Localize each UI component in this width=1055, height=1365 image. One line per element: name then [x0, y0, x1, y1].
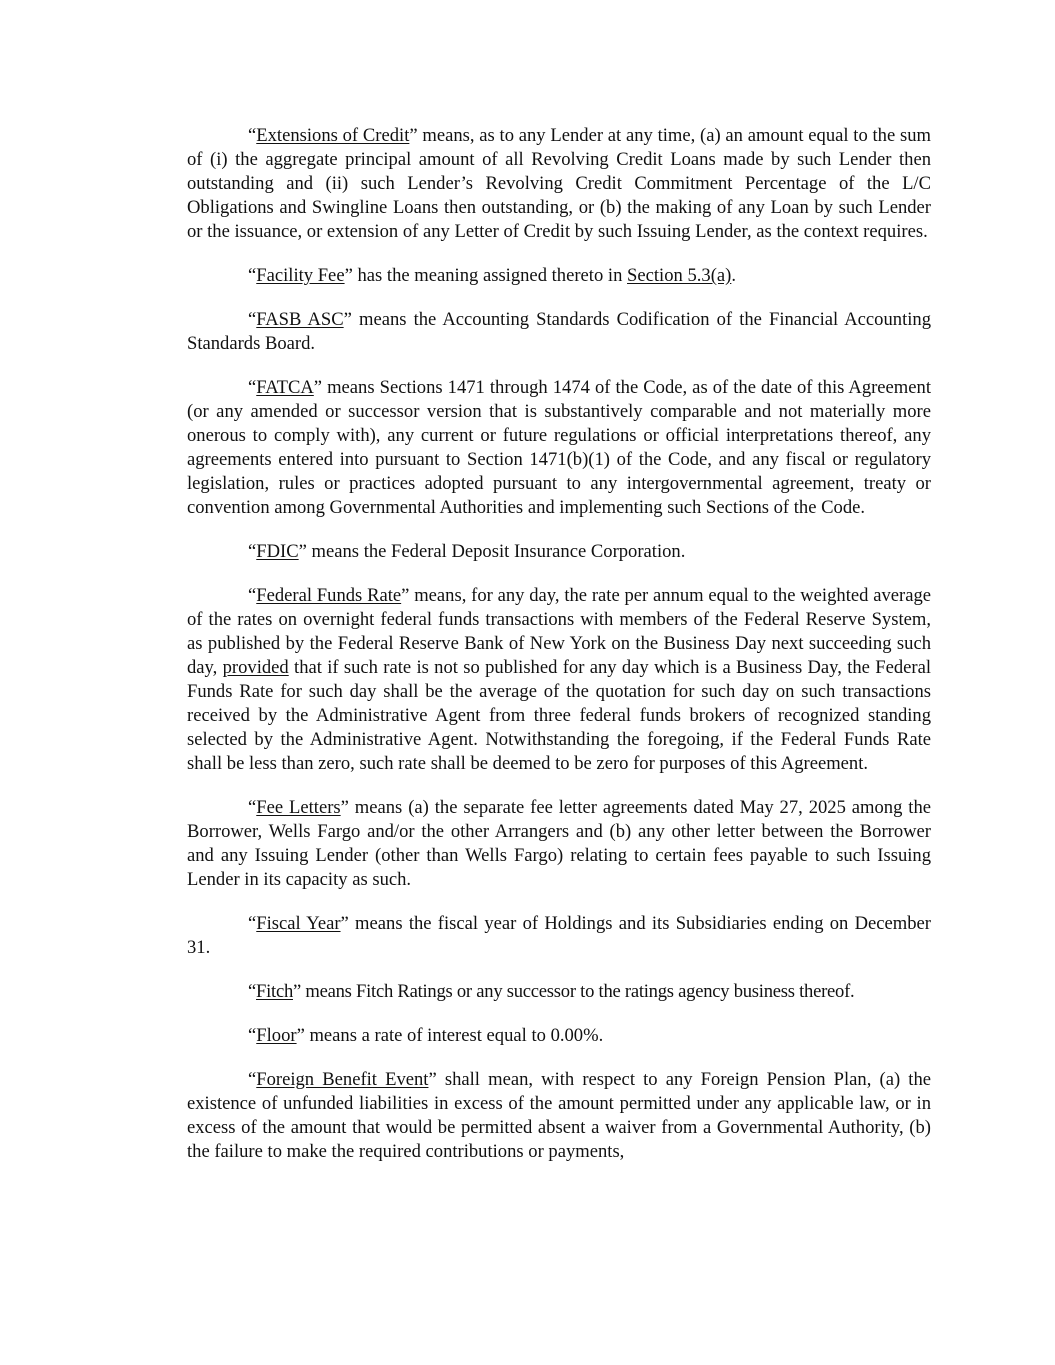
definition-text: ” means Sections 1471 through 1474 of the Code, as of the date of this Agreement (or any amended or successor version that is substantively comparable and not materially more onerous to comply with), any current or future regulations or official interpretations thereof, any agreements entered into pursuant to Section 1471(b)(1) of the Code, and any fiscal or regulatory legislation, rules or practices adopted pursuant to any intergovernmental agreement, treaty or convention among Governmental Authorities and implementing such Sections of the Code.: [187, 377, 931, 518]
defined-term: Fiscal Year: [256, 913, 341, 934]
definition-text: ” means the fiscal year of Holdings and its Subsidiaries ending on December 31.: [187, 913, 932, 958]
definition-fasb-asc: [187, 308, 931, 356]
document-page: [187, 124, 931, 1164]
open-quote: “: [248, 981, 257, 1002]
defined-term: Facility Fee: [256, 265, 345, 286]
proviso-term: provided: [222, 657, 289, 678]
defined-term: Floor: [256, 1025, 297, 1046]
defined-term: Fee Letters: [256, 797, 341, 818]
definition-fiscal-year: [187, 912, 931, 960]
definition-text: ” means, for any day, the rate per annum equal to the weighted average of the rates on overnight federal funds transactions with members of the Federal Reserve System, as published by the Federal Reserve Bank of New York on the Business Day next succeeding such day,: [187, 585, 931, 678]
definition-text: ” means the Accounting Standards Codification of the Financial Accounting Standards Board.: [187, 309, 931, 354]
defined-term: Fitch: [256, 981, 293, 1002]
open-quote: “: [248, 125, 257, 146]
defined-term: Federal Funds Rate: [256, 585, 402, 606]
definition-text: ” shall mean, with respect to any Foreign Pension Plan, (a) the existence of unfunded liabilities in excess of the amount permitted under any applicable law, or in excess of the amount that would be permitted absent a waiver from a Governmental Authority, (b) the failure to make the required contributions or payments,: [187, 1069, 931, 1162]
defined-term: FASB ASC: [256, 309, 344, 330]
definition-text: ” means, as to any Lender at any time, (a) an amount equal to the sum of (i) the aggregate principal amount of all Revolving Credit Loans made by such Lender then outstanding and (ii) such Lender’s Revolving Credit Commitment Percentage of the L/C Obligations and Swingline Loans then outstanding, or (b) the making of any Loan by such Lender or the issuance, or extension of any Letter of Credit by such Issuing Lender, as the context requires.: [187, 125, 931, 242]
definition-text-end: .: [731, 265, 736, 286]
open-quote: “: [248, 913, 257, 934]
open-quote: “: [248, 585, 257, 606]
open-quote: “: [248, 309, 257, 330]
definition-fdic: [187, 540, 931, 564]
definition-fitch: [187, 980, 931, 1004]
defined-term: Foreign Benefit Event: [256, 1069, 429, 1090]
open-quote: “: [248, 541, 257, 562]
definition-facility-fee: [187, 264, 931, 288]
definition-text: ” means (a) the separate fee letter agreements dated May 27, 2025 among the Borrower, Wells Fargo and/or the other Arrangers and (b) any other letter between the Borrower and any Issuing Lender (other than Wells Fargo) relating to certain fees payable to such Issuing Lender in its capacity as such.: [187, 797, 931, 890]
defined-term: Extensions of Credit: [256, 125, 410, 146]
definition-fatca: [187, 376, 931, 520]
definition-text-end: that if such rate is not so published for any day which is a Business Day, the Federal Funds Rate for such day shall be the average of the quotation for such day on such transactions received by the Administrative Agent from three federal funds brokers of recognized standing selected by the Administrative Agent. Notwithstanding the foregoing, if the Federal Funds Rate shall be less than zero, such rate shall be deemed to be zero for purposes of this Agreement.: [187, 657, 931, 774]
open-quote: “: [248, 377, 257, 398]
definition-text: ” means the Federal Deposit Insurance Corporation.: [298, 541, 686, 562]
definition-floor: [187, 1024, 931, 1048]
open-quote: “: [248, 797, 257, 818]
definition-fee-letters: [187, 796, 931, 892]
open-quote: “: [248, 1069, 257, 1090]
defined-term: FDIC: [256, 541, 299, 562]
definition-federal-funds-rate: [187, 584, 931, 776]
open-quote: “: [248, 265, 257, 286]
definition-foreign-benefit-event: [187, 1068, 931, 1164]
definition-text: ” has the meaning assigned thereto in: [344, 265, 628, 286]
definition-extensions-of-credit: [187, 124, 931, 244]
section-reference: Section 5.3(a): [627, 265, 732, 286]
definition-text: ” means Fitch Ratings or any successor to the ratings agency business thereof.: [293, 981, 855, 1002]
defined-term: FATCA: [256, 377, 314, 398]
open-quote: “: [248, 1025, 257, 1046]
definition-text: ” means a rate of interest equal to 0.00%.: [296, 1025, 604, 1046]
